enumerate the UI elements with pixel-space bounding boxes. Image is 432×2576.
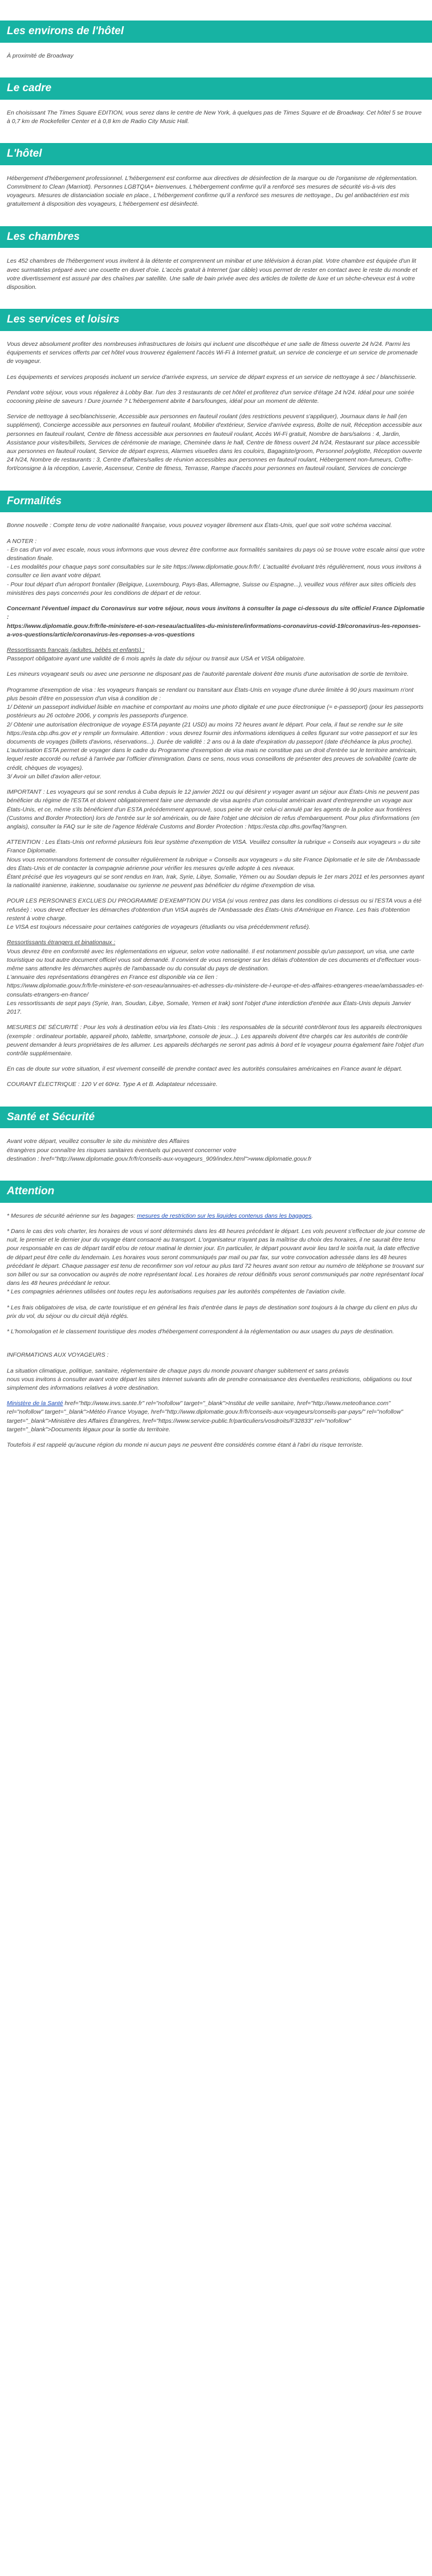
section-title-services: Les services et loisirs — [0, 309, 432, 331]
doubt-text: En cas de doute sur votre situation, il est vivement conseillé de prendre contact avec les autorités consulaires américaines en France avant le départ. — [7, 1065, 402, 1073]
section-title-hotel: L'hôtel — [0, 143, 432, 165]
cadre-text: En choisissant The Times Square EDITION, vous serez dans le centre de New York, à quelques pas de Times Square et de Broadway. Cet hôtel 5 se trouve à 0,7 km de Rockefeller Center et à 0,8 km de Radio City Music Hall. — [7, 109, 423, 125]
section-sante — [0, 1107, 432, 1164]
visa-program-text: Programme d'exemption de visa : les voyageurs français se rendant ou transitant aux États-Unis en voyage d'une durée limitée à 90 jours maximum n'ont plus besoin d'être en possession d'un visa à condition de : 1/ Détenir un passeport individuel lisible en machine et comportant au moins une photo digitale et une puce électronique (= e-passeport) (pour les passeports postérieurs au 26 octobre 2006, y compris les passeports d'urgence. 2/ Obtenir une autorisation électronique de voyage ESTA payante (21 USD) au moins 72 heures avant le départ. Pour cela, il faut se rendre sur le site https://esta.cbp.dhs.gov et y remplir un formulaire. Attention : vous devrez fournir des informations identiques à celles figurant sur votre passeport et sur les documents de voyages (billets d'avions, réservations...). Durée de validité : 2 ans ou à la date d'expiration du passeport (date d'échéance la plus proche). L'autorisation ESTA permet de voyager dans le cadre du Programme d'exemption de visa mais ne constitue pas un droit d'entrée sur le territoire américain, lequel reste accordé ou refusé à l'arrivée par l'officier d'immigration. Dans ce sens, nous vous conseillons de présenter des preuves de solvabilité (carte de crédit, chèques de voyages). 3/ Avoir un billet d'avion aller-retour. — [7, 686, 424, 780]
baggage-suffix: . — [311, 1212, 313, 1219]
info-text: La situation climatique, politique, sanitaire, réglementaire de chaque pays du monde pouvant changer subitement et sans préavis nous vous invitons à consulter avant votre départ les sites Internet suivants afin de prendre connaissance des éventuelles restrictions, obligations ou tout simplement des informations relatives à votre destination. — [7, 1367, 412, 1391]
environs-text: À proximité de Broadway — [7, 52, 74, 59]
services-text-4: Service de nettoyage à sec/blanchisserie, Accessible aux personnes en fauteuil roulant (des restrictions peuvent s'appliquer), Journaux dans le hall (en supplément), Concierge accessible aux personnes en fauteuil roulant, Mobilier d'extérieur, Service d'arrivée express, Boîte de nuit, Réception accessible aux personnes en fauteuil roulant, Centre de fitness accessible aux personnes en fauteuil roulant, Accès Wi-Fi gratuit, Nombre de bars/salons : 4, Jardin, Assistance pour visites/billets, Services de cérémonie de mariage, Cheminée dans le hall, Centre de fitness ouvert 24 h/24, Restaurant sur place accessible aux personnes en fauteuil roulant, Service de départ express, Alarmes visuelles dans les couloirs, Bagagiste/groom, Personnel polyglotte, Réception ouverte 24 h/24, Nombre de restaurants : 3, Centre d'affaires/salles de réunion accessibles aux personnes en fauteuil roulant, Hébergement non-fumeurs, Coffre-fort/consigne à la réception, Laverie, Ascenseur, Centre de fitness, Terrasse, Rampe d'accès pour personnes en fauteuil roulant, Services de concierge — [7, 413, 424, 472]
services-text-3: Pendant votre séjour, vous vous régalerez à Lobby Bar. l'un des 3 restaurants de cet hôtel et profiterez d'un service d'étage 24 h/24. Idéal pour une soirée cocooning pleine de saveurs ! Dure journée ? L'hébergement abrite 4 bars/lounges, idéal pour un moment de détente. — [7, 389, 416, 405]
info-heading: INFORMATIONS AUX VOYAGEURS : — [7, 1352, 109, 1359]
section-title-environs: Les environs de l'hôtel — [0, 21, 432, 43]
sante-text: Avant votre départ, veuillez consulter le site du ministère des Affaires étrangères pour connaître les risques sanitaires éventuels qui peuvent concerner votre destination : href="http://www.diplomatie.gouv.fr/fr/conseils-aux-voyageurs_909/index.html">www.diplomatie.gouv.fr — [7, 1138, 312, 1162]
section-services — [0, 309, 432, 473]
services-text-1: Vous devez absolument profiter des nombreuses infrastructures de loisirs qui incluent une discothèque et une salle de fitness ouverte 24 h/24. Parmi les équipements et services offerts par cet hôtel vous trouverez également l'accès Wi-Fi à Internet gratuit, un service de concierge et un service de promenade de voyageur. — [7, 340, 419, 365]
baggage-measures — [7, 1212, 425, 1220]
electric-current-text: COURANT ÉLECTRIQUE : 120 V et 60Hz. Type A et B. Adaptateur nécessaire. — [7, 1081, 218, 1088]
chambres-text: Les 452 chambres de l'hébergement vous invitent à la détente et comprennent un minibar et une télévision à écran plat. Votre chambre est équipée d'un lit avec surmatelas préparé avec une couette en duvet d'oie. L'accès gratuit à Internet (par câble) vous permet de rester en contact avec le reste du monde et votre divertissement est assuré par des chaînes par satellite. Une salle de bain privée avec des articles de toilette de luxe et un sèche-cheveux est à votre disposition. — [7, 258, 419, 291]
hotel-text: Hébergement d'hébergement professionnel. L'hébergement est conforme aux directives de désinfection de la marque ou de l'organisme de réglementation. Commitment to Clean (Marriott). Personnes LGBTQIA+ bienvenues. L'hébergement confirme qu'il a renforcé ses mesures de sécurité vis-à-vis des voyageurs. Mesures de distanciation sociale en place., L'hébergement confirme qu'il a renforcé ses mesures de nettoyage., Du gel antibactérien est mis gratuitement à disposition des voyageurs, L'hébergement est désinfecté. — [7, 174, 419, 208]
passport-heading: Ressortissants français (adultes, bébés et enfants) : — [7, 647, 145, 654]
foreign-heading: Ressortissants étrangers et binationaux : — [7, 939, 116, 946]
attention-visa-text: ATTENTION : Les États-Unis ont reformé plusieurs fois leur système d'exemption de VISA. Veuillez consulter la rubrique « Conseils aux voyageurs » du site France Diplomatie. Nous vous recommandons fortement de consulter régulièrement la rubrique « Conseils aux voyageurs » du site France Diplomatie et le site de l'Ambassade des États-Unis et de contacter la compagnie aérienne pour vérifier les mesures qu'elle adopte à ces niveaux. Étant précisé que les voyageurs qui se sont rendus en Iran, Irak, Syrie, Libye, Somalie, Yémen ou au Soudan depuis le 1er mars 2011 et les personnes ayant la nationalité iranienne, irakienne, soudanaise ou syrienne ne peuvent pas bénéficier du régime d'exemption de visa. — [7, 839, 425, 889]
section-hotel — [0, 143, 432, 209]
minors-text: Les mineurs voyageant seuls ou avec une personne ne disposant pas de l'autorité parentale doivent être munis d'une autorisation de sortie de territoire. — [7, 671, 409, 678]
baggage-prefix: * Mesures de sécurité aérienne sur les bagages: — [7, 1212, 137, 1219]
services-text-2: Les équipements et services proposés incluent un service d'arrivée express, un service de départ express et un service de nettoyage à sec / blanchisserie. — [7, 373, 417, 381]
classification-text: * L'homologation et le classement touristique des modes d'hébergement correspondent à la réglementation ou aux usages du pays de destination. — [7, 1328, 394, 1336]
coronavirus-note: Concernant l'éventuel impact du Coronavirus sur votre séjour, nous vous invitons à consulter la page ci-dessous du site officiel France Diplomatie : https://www.diplomatie.gouv.fr/fr/le-ministere-et-son-reseau/actualites-du-ministere/informations-coronavirus-covid-19/coronavirus-les-reponses-a-vos-questions/article/coronavirus-les-reponses-a-vos-questions — [7, 605, 425, 638]
formalites-intro: Bonne nouvelle : Compte tenu de votre nationalité française, vous pouvez voyager librement aux États-Unis, quel que soit votre schéma vaccinal. — [7, 522, 392, 529]
charter-flights-text: * Dans le cas des vols charter, les horaires de vous vi sont déterminés dans les 48 heures précédant le départ. Les vols peuvent s'effectuer de jour comme de nuit, le premier et le dernier jour du voyage étant consacré au transport. L'organisateur n'ayant pas la maîtrise du choix des horaires, il ne saurait être tenu pour responsable en cas de départ tardif et/ou de retour matinal le dernier jour. En particulier, le départ pouvant avoir lieu tard le soir/la nuit, la date effective de départ peut être celle du lendemain. Les horaires vous seront communiqués par mail ou par fax, sur votre convocation adressée dans les 48 heures précédant le départ. Chaque passager est tenu de reconfirmer son vol retour au plus tard 72 heures avant son retour au numéro de téléphone se trouvant sur son billet ou sur sa convocation ou auprès de notre représentant local. Les horaires de retour définitifs vous seront communiqués par notre représentant local dans les 48 heures précédant le retour. * Les compagnies aériennes utilisées ont toutes reçu les autorisations requises par les autorités compétentes de l'aviation civile. — [7, 1227, 425, 1296]
section-formalites — [0, 491, 432, 1089]
important-text: IMPORTANT : Les voyageurs qui se sont rendus à Cuba depuis le 12 janvier 2021 ou qui désirent y voyager avant un séjour aux États-Unis ne peuvent pas bénéficier du régime de l'ESTA et doivent obligatoirement faire une demande de visa auprès d'un consulat américain avant d'entreprendre un voyage aux États-Unis, et ce, même s'ils bénéficient d'un ESTA précédemment approuvé, sous peine de voir celui-ci annulé par les agents de la police aux frontières (Customs and Border Protection) lors de l'entrée sur le sol américain, ou de faire l'objet une décision de refus d'embarquement. Pour plus d'informations (en anglais), consulter la FAQ sur le site de l'agence fédérale Customs and Border Protection : https://esta.cbp.dhs.gov/faq?lang=en. — [7, 789, 422, 830]
section-title-chambres: Les chambres — [0, 226, 432, 248]
section-attention — [0, 1181, 432, 1450]
excluded-text: POUR LES PERSONNES EXCLUES DU PROGRAMME D'EXEMPTION DU VISA (si vous rentrez pas dans les conditions ci-dessus ou si l'ESTA vous a été refusée) : vous devez effectuer les démarches d'obtention d'un VISA auprès de l'Ambassade des États-Unis d'Amérique en France. Les frais d'obtention restent à votre charge. Le VISA est toujours nécessaire pour certaines catégories de voyageurs (étudiants ou visa précédemment refusé). — [7, 897, 422, 931]
terrorism-note: Toutefois il est rappelé qu'aucune région du monde ni aucun pays ne peuvent être considérés comme étant à l'abri du risque terroriste. — [7, 1442, 364, 1449]
visa-fees-text: * Les frais obligatoires de visa, de carte touristique et en général les frais d'entrée dans le pays de destination sont toujours à la charge du client en plus du prix du vol, du séjour ou du circuit déjà réglés. — [7, 1304, 419, 1320]
liquids-restriction-link[interactable]: mesures de restriction sur les liquides contenus dans les bagages — [137, 1212, 312, 1219]
section-environs — [0, 21, 432, 60]
section-title-sante: Santé et Sécurité — [0, 1107, 432, 1129]
useful-links — [7, 1399, 425, 1434]
passport-text: Passeport obligatoire ayant une validité de 6 mois après la date du séjour ou transit aux USA et VISA obligatoire. — [7, 655, 305, 663]
useful-links-rest: href="http://www.invs.sante.fr" rel="nofollow" target="_blank">Institut de veille sanitaire, href="http://www.meteofrance.com" rel="nofollow" target="_blank">Météo France Voyage, href="http://www.diplomatie.gouv.fr/fr/conseils-aux-voyageurs/conseils-par-pays/" rel="nofollow" target="_blank">Ministère des Affaires Étrangères, href="https://www.service-public.fr/particuliers/vosdroits/F32833" rel="nofollow" target="_blank">Documents légaux pour la sortie du territoire. — [7, 1400, 404, 1433]
section-title-formalites: Formalités — [0, 491, 432, 513]
section-cadre — [0, 77, 432, 126]
ministry-health-link[interactable]: Ministère de la Santé — [7, 1400, 63, 1407]
section-title-cadre: Le cadre — [0, 77, 432, 100]
section-chambres — [0, 226, 432, 292]
security-measures-text: MESURES DE SÉCURITÉ : Pour les vols à destination et/ou via les États-Unis : les responsables de la sécurité contrôleront tous les appareils électroniques (exemple : ordinateur portable, appareil photo, tablette, smartphone, console de jeux...). Les appareils doivent être chargés car les autorités de contrôle peuvent demander à leurs propriétaires de les allumer. Les appareils déchargés ne seront pas admis à bord et le voyageur pourra également faire l'objet d'un contrôle supplémentaire. — [7, 1024, 426, 1057]
foreign-text: Vous devrez être en conformité avec les réglementations en vigueur, selon votre nationalité. Il est notamment possible qu'un passeport, un visa, une carte touristique ou tout autre document officiel vous soit demandé. Il convient de vous renseigner sur les délais d'obtention de ces documents et d'effectuer vous-même sans attendre les démarches auprès de l'ambassade ou du consulat du pays de destination. L'annuaire des représentations étrangères en France est disponible via ce lien : https://www.diplomatie.gouv.fr/fr/le-ministere-et-son-reseau/annuaires-et-adresses-du-ministere-de-l-europe-et-des-affaires-etrangeres-meae/ambassades-et-consulats-etrangers-en-france/ Les ressortissants de sept pays (Syrie, Iran, Soudan, Libye, Somalie, Yemen et Irak) sont l'objet d'une interdiction d'entrée aux États-Unis depuis Janvier 2017. — [7, 948, 424, 1016]
formalites-note: A NOTER : - En cas d'un vol avec escale, nous vous informons que vous devrez être conforme aux formalités sanitaires du pays où se trouve votre escale ainsi que votre destination finale. - Les modalités pour chaque pays sont consultables sur le site https://www.diplomatie.gouv.fr/fr/. L'actualité évoluant très régulièrement, nous vous invitons à consulter ce lien avant votre départ. - Pour tout départ d'un aéroport frontalier (Belgique, Luxembourg, Pays-Bas, Allemagne, Suisse ou Espagne...), veuillez vous référer aux sites officiels des ministères des pays concernés pour les conditions de départ et de retour. — [7, 537, 425, 597]
section-title-attention: Attention — [0, 1181, 432, 1203]
